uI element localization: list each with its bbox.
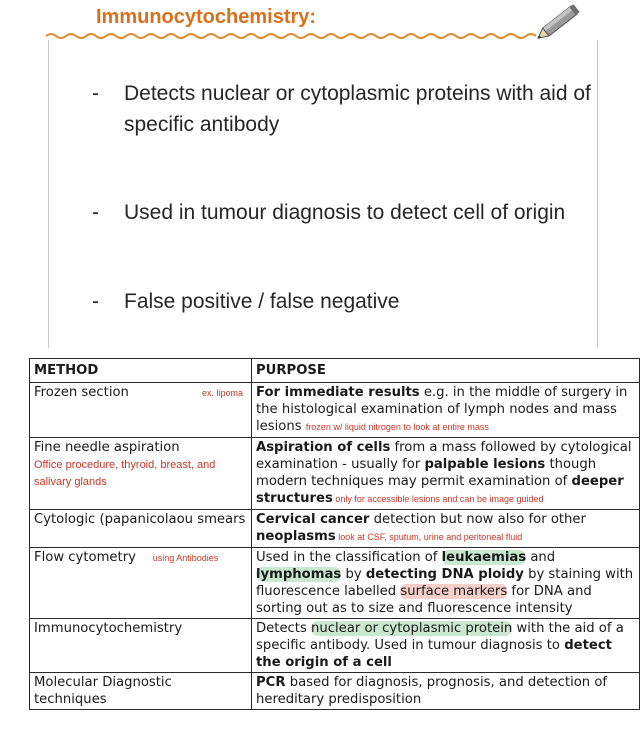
purpose-key: palpable lesions — [424, 457, 546, 472]
purpose-cell — [252, 438, 640, 510]
table-row — [30, 619, 640, 673]
method-name: Flow cytometry — [34, 550, 136, 565]
table-row — [30, 438, 640, 510]
purpose-text: based for diagnosis, prognosis, and detection of hereditary predisposition — [256, 675, 608, 707]
purpose-text: with the aid of a specific antibody. Used in tumour diagnosis to — [256, 621, 624, 653]
bullet-item — [92, 197, 592, 228]
method-name: Cytologic (papanicolaou smears — [34, 512, 246, 527]
bullet-marker: - — [92, 82, 99, 105]
purpose-text: from a mass followed by cytological examination - usually for — [256, 440, 632, 472]
purpose-key-highlight: leukaemias — [441, 550, 527, 565]
purpose-text: and — [526, 550, 556, 565]
methods-table — [29, 358, 640, 710]
bullet-marker: - — [92, 201, 99, 224]
purpose-key: PCR — [256, 675, 286, 690]
purpose-text: Detects — [256, 621, 312, 636]
purpose-text: detection but now also for other — [369, 512, 586, 527]
bullet-text: False positive / false negative — [124, 290, 400, 313]
method-cell — [30, 673, 252, 710]
table-row — [30, 383, 640, 438]
method-handnote: Office procedure, thyroid, breast, and salivary glands — [34, 459, 216, 488]
table-row — [30, 548, 640, 619]
bullet-text: Used in tumour diagnosis to detect cell of origin — [124, 201, 566, 224]
method-cell — [30, 510, 252, 548]
purpose-key: For immediate results — [256, 385, 420, 400]
purpose-key-highlight: lymphomas — [256, 567, 342, 582]
table-row — [30, 673, 640, 710]
purpose-cell — [252, 673, 640, 710]
bullet-marker: - — [92, 290, 99, 313]
method-handnote: using Antibodies — [152, 553, 219, 563]
bullet-text: Detects nuclear or cytoplasmic proteins with aid of specific antibody — [124, 82, 591, 136]
purpose-handnote: look at CSF, sputum, urine and peritoneal fluid — [335, 532, 523, 542]
header-method: METHOD — [30, 359, 252, 383]
purpose-handnote: frozen w/ liquid nitrogen to look at entire mass — [305, 422, 489, 432]
purpose-text: e.g. in the middle of surgery in the histological examination of lymph nodes and mass lesions — [256, 385, 628, 434]
method-name: Molecular Diagnostic techniques — [34, 675, 172, 707]
purpose-highlight-green: nuclear or cytoplasmic protein — [311, 621, 513, 636]
purpose-key: detecting DNA ploidy — [365, 567, 524, 582]
header-purpose: PURPOSE — [252, 359, 640, 383]
method-handnote: ex. lipoma — [201, 388, 243, 398]
purpose-handnote: only for accessible lesions and can be image guided — [332, 494, 544, 504]
purpose-cell — [252, 619, 640, 673]
method-name: Immunocytochemistry — [34, 621, 183, 636]
method-cell — [30, 438, 252, 510]
method-cell — [30, 383, 252, 438]
method-name: Fine needle aspiration — [34, 440, 180, 455]
purpose-key: neoplasms — [256, 529, 336, 544]
purpose-highlight-red: surface markers — [400, 584, 508, 599]
purpose-key: detect the origin of a cell — [256, 638, 612, 670]
bullet-list — [92, 78, 592, 317]
bullet-item — [92, 78, 592, 140]
purpose-text: for DNA and sorting out as to size and fluorescence intensity — [256, 584, 592, 616]
purpose-text: by staining with fluorescence labelled — [256, 567, 634, 599]
squiggle-underline — [46, 30, 546, 40]
pencil-icon — [536, 0, 584, 42]
slide-panel — [0, 0, 640, 350]
purpose-text: by — [341, 567, 366, 582]
purpose-key: Cervical cancer — [256, 512, 370, 527]
purpose-key: deeper structures — [256, 474, 624, 506]
methods-table-wrapper — [29, 358, 639, 710]
purpose-cell — [252, 510, 640, 548]
purpose-text: though modern techniques may permit examination of — [256, 457, 597, 489]
purpose-cell — [252, 548, 640, 619]
slide-title: Immunocytochemistry: — [96, 6, 317, 28]
method-name: Frozen section — [34, 385, 129, 400]
method-cell — [30, 548, 252, 619]
table-header-row — [30, 359, 640, 383]
purpose-key: Aspiration of cells — [256, 440, 391, 455]
purpose-cell — [252, 383, 640, 438]
bullet-item — [92, 286, 592, 317]
purpose-text: Used in the classification of — [256, 550, 442, 565]
method-cell — [30, 619, 252, 673]
table-row — [30, 510, 640, 548]
